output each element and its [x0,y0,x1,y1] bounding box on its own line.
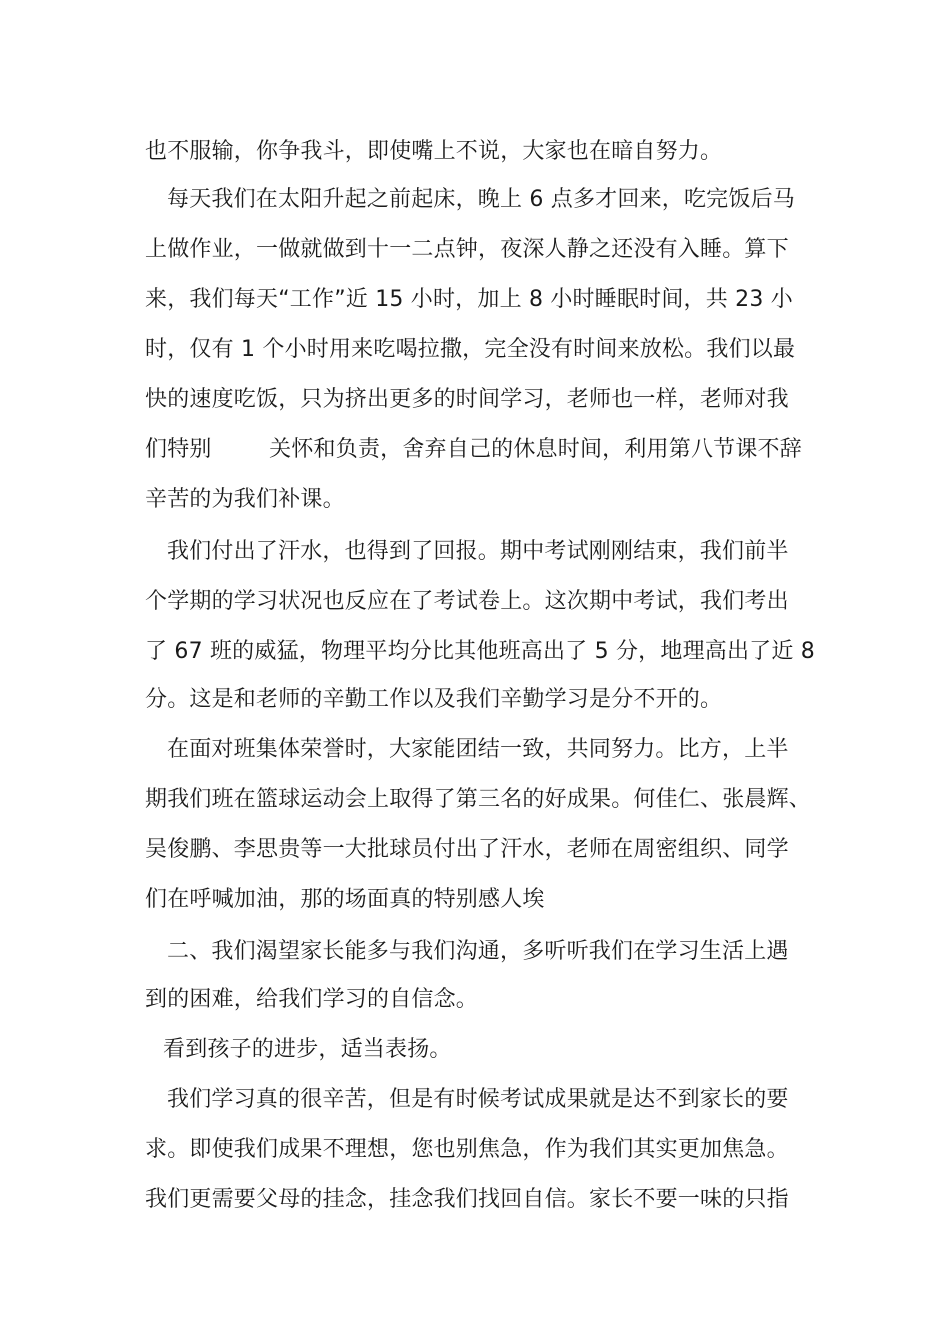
text-line: 们在呼喊加油，那的场面真的特别感人埃 [145,887,545,912]
text-line: 我们学习真的很辛苦，但是有时候考试成果就是达不到家长的要 [167,1087,789,1112]
text-line: 到的困难，给我们学习的自信念。 [145,987,479,1012]
text-line: 上做作业，一做就做到十一二点钟，夜深人静之还没有入睡。算下 [145,237,789,262]
text-line: 辛苦的为我们补课。 [145,487,345,512]
text-line: 个学期的学习状况也反应在了考试卷上。这次期中考试，我们考出 [145,589,789,614]
text-line: 时，仅有 1 个小时用来吃喝拉撒，完全没有时间来放松。我们以最 [145,337,796,362]
text-line: 我们付出了汗水，也得到了回报。期中考试刚刚结束，我们前半 [167,539,789,564]
text-line: 来，我们每天“工作”近 15 小时，加上 8 小时睡眠时间，共 23 小 [145,287,793,312]
text-line: 吴俊鹏、李思贵等一大批球员付出了汗水，老师在周密组织、同学 [145,837,789,862]
text-line: 在面对班集体荣誉时，大家能团结一致，共同努力。比方，上半 [167,737,789,762]
text-line: 也不服输，你争我斗，即使嘴上不说，大家也在暗自努力。 [145,139,723,164]
text-line: 每天我们在太阳升起之前起床，晚上 6 点多才回来，吃完饭后马 [167,187,795,212]
text-line: 了 67 班的威猛，物理平均分比其他班高出了 5 分，地理高出了近 8 [145,639,815,664]
text-line: 期我们班在篮球运动会上取得了第三名的好成果。何佳仁、张晨辉、 [145,787,812,812]
text-line: 们特别 关怀和负责，舍弃自己的休息时间，利用第八节课不辞 [145,437,802,462]
text-line: 我们更需要父母的挂念，挂念我们找回自信。家长不要一味的只指 [145,1187,789,1212]
text-line: 看到孩子的进步，适当表扬。 [163,1037,452,1062]
text-line: 分。这是和老师的辛勤工作以及我们辛勤学习是分不开的。 [145,687,723,712]
text-line: 快的速度吃饭，只为挤出更多的时间学习，老师也一样，老师对我 [145,387,789,412]
text-line: 二、我们渴望家长能多与我们沟通，多听听我们在学习生活上遇 [167,939,789,964]
text-line: 求。即使我们成果不理想，您也别焦急，作为我们其实更加焦急。 [145,1137,789,1162]
